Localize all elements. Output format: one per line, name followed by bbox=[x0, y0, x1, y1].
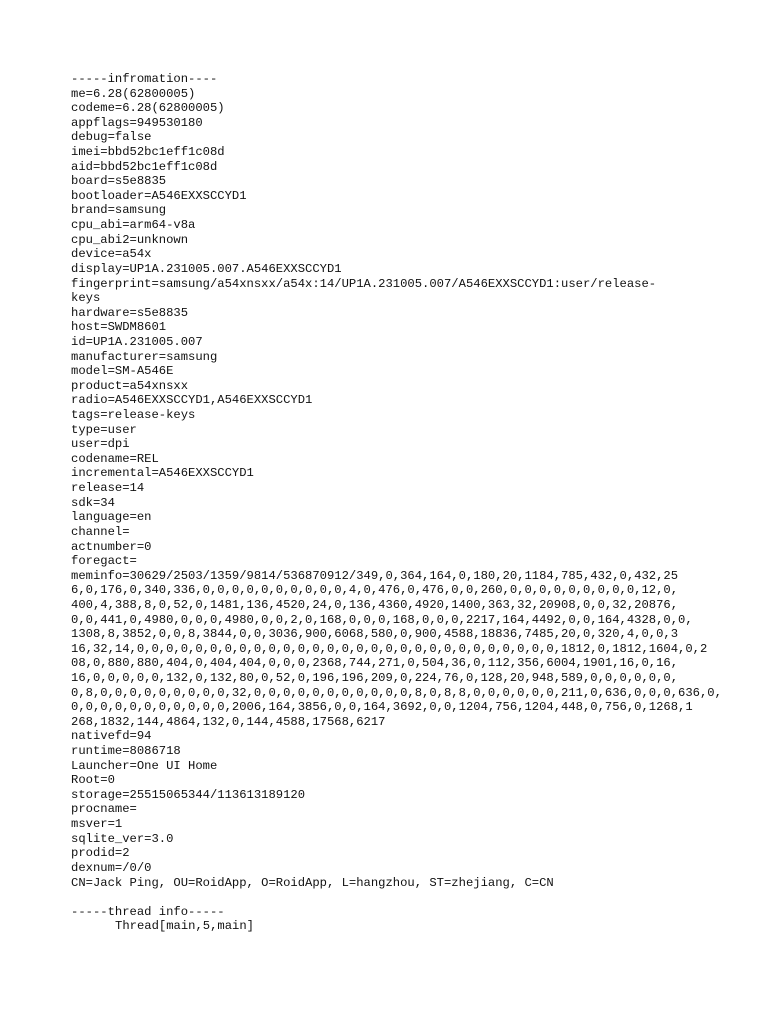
log-line: host=SWDM8601 bbox=[71, 320, 167, 335]
log-line: prodid=2 bbox=[71, 846, 130, 861]
log-line: language=en bbox=[71, 510, 152, 525]
log-line: Root=0 bbox=[71, 773, 115, 788]
log-line: me=6.28(62800005) bbox=[71, 86, 196, 101]
log-line: channel= bbox=[71, 524, 130, 539]
log-line: meminfo=30629/2503/1359/9814/536870912/349,0,364,164,0,180,20,1184,785,432,0,432,25 bbox=[71, 568, 679, 583]
log-line: Launcher=One UI Home bbox=[71, 758, 218, 773]
log-line: storage=25515065344/113613189120 bbox=[71, 787, 306, 802]
log-line: keys bbox=[71, 291, 101, 306]
log-line: display=UP1A.231005.007.A546EXXSCCYD1 bbox=[71, 261, 342, 276]
log-line: codeme=6.28(62800005) bbox=[71, 101, 225, 116]
log-line: nativefd=94 bbox=[71, 729, 152, 744]
log-line: codename=REL bbox=[71, 451, 159, 466]
log-line: CN=Jack Ping, OU=RoidApp, O=RoidApp, L=hangzhou, ST=zhejiang, C=CN bbox=[71, 875, 554, 890]
log-line: -----thread info----- bbox=[71, 904, 225, 919]
log-line: product=a54xnsxx bbox=[71, 378, 189, 393]
log-line: radio=A546EXXSCCYD1,A546EXXSCCYD1 bbox=[71, 393, 313, 408]
log-line: cpu_abi2=unknown bbox=[71, 232, 189, 247]
log-line: msver=1 bbox=[71, 817, 123, 832]
log-line: 0,0,441,0,4980,0,0,0,4980,0,0,2,0,168,0,0,0,168,0,0,0,2217,164,4492,0,0,164,4328,0,0, bbox=[71, 612, 693, 627]
log-line: manufacturer=samsung bbox=[71, 349, 218, 364]
log-line: imei=bbd52bc1eff1c08d bbox=[71, 145, 225, 160]
log-line: release=14 bbox=[71, 481, 145, 496]
log-line: 0,0,0,0,0,0,0,0,0,0,0,2006,164,3856,0,0,164,3692,0,0,1204,756,1204,448,0,756,0,1268,1 bbox=[71, 700, 693, 715]
log-line: foregact= bbox=[71, 554, 137, 569]
log-line: 268,1832,144,4864,132,0,144,4588,17568,6217 bbox=[71, 714, 386, 729]
log-line: 16,0,0,0,0,0,132,0,132,80,0,52,0,196,196,209,0,224,76,0,128,20,948,589,0,0,0,0,0,0, bbox=[71, 670, 679, 685]
log-line: tags=release-keys bbox=[71, 408, 196, 423]
log-line: hardware=s5e8835 bbox=[71, 305, 189, 320]
log-line: appflags=949530180 bbox=[71, 115, 203, 130]
log-line: 08,0,880,880,404,0,404,404,0,0,0,2368,744,271,0,504,36,0,112,356,6004,1901,16,0,16, bbox=[71, 656, 679, 671]
log-line: board=s5e8835 bbox=[71, 174, 167, 189]
log-line: 6,0,176,0,340,336,0,0,0,0,0,0,0,0,0,0,4,0,476,0,476,0,0,260,0,0,0,0,0,0,0,0,0,12,0, bbox=[71, 583, 679, 598]
log-line bbox=[71, 890, 711, 905]
log-line: device=a54x bbox=[71, 247, 152, 262]
log-line: procname= bbox=[71, 802, 137, 817]
log-line: model=SM-A546E bbox=[71, 364, 174, 379]
thread-line: Thread[main,5,main] bbox=[115, 919, 254, 934]
log-line: runtime=8086718 bbox=[71, 744, 181, 759]
log-line: -----infromation---- bbox=[71, 72, 218, 86]
log-line: 1308,8,3852,0,0,8,3844,0,0,3036,900,6068,580,0,900,4588,18836,7485,20,0,320,4,0,0,3 bbox=[71, 627, 679, 642]
log-line: dexnum=/0/0 bbox=[71, 860, 152, 875]
log-line: actnumber=0 bbox=[71, 539, 152, 554]
log-document bbox=[71, 72, 722, 934]
log-line: fingerprint=samsung/a54xnsxx/a54x:14/UP1A.231005.007/A546EXXSCCYD1:user/release- bbox=[71, 276, 657, 291]
log-line: debug=false bbox=[71, 130, 152, 145]
log-line: 400,4,388,8,0,52,0,1481,136,4520,24,0,136,4360,4920,1400,363,32,20908,0,0,32,20876, bbox=[71, 597, 679, 612]
log-line: type=user bbox=[71, 422, 137, 437]
log-line: 0,8,0,0,0,0,0,0,0,0,0,32,0,0,0,0,0,0,0,0,0,0,0,8,0,8,8,0,0,0,0,0,0,211,0,636,0,0,0,636,0, bbox=[71, 685, 722, 700]
log-line: incremental=A546EXXSCCYD1 bbox=[71, 466, 254, 481]
log-line: id=UP1A.231005.007 bbox=[71, 334, 203, 349]
log-line: sdk=34 bbox=[71, 495, 115, 510]
log-line: 16,32,14,0,0,0,0,0,0,0,0,0,0,0,0,0,0,0,0,0,0,0,0,0,0,0,0,0,0,0,0,0,1812,0,1812,1604,0,2 bbox=[71, 641, 708, 656]
log-line: cpu_abi=arm64-v8a bbox=[71, 218, 196, 233]
log-line: bootloader=A546EXXSCCYD1 bbox=[71, 188, 247, 203]
log-line: aid=bbd52bc1eff1c08d bbox=[71, 159, 218, 174]
log-line: user=dpi bbox=[71, 437, 130, 452]
log-line: sqlite_ver=3.0 bbox=[71, 831, 174, 846]
log-line: brand=samsung bbox=[71, 203, 167, 218]
